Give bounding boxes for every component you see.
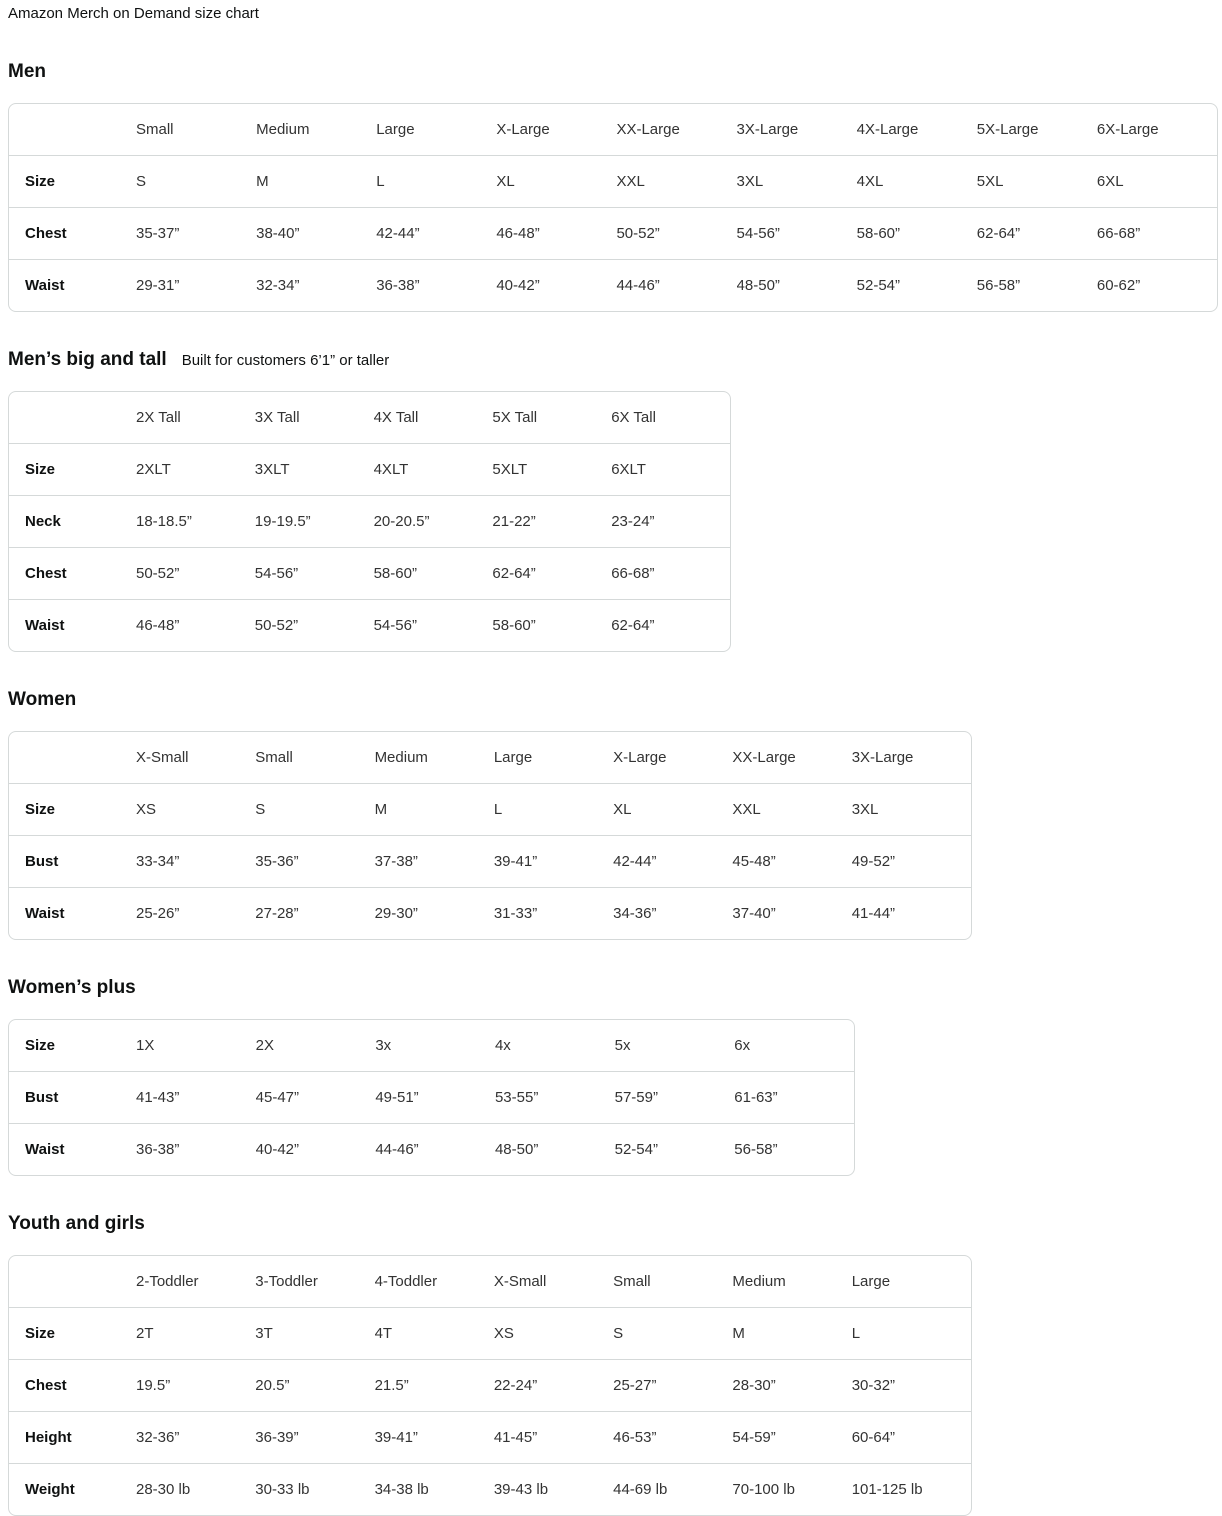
cell: 36-39”: [255, 1412, 374, 1464]
column-header: 6X-Large: [1096, 121, 1159, 138]
big-and-tall-size-table-grid: [9, 392, 730, 651]
table-row: [9, 888, 971, 940]
cell: 41-43”: [136, 1072, 256, 1124]
cell: XL: [496, 156, 616, 208]
heading-title: Women: [8, 689, 77, 710]
cell: 56-58”: [977, 260, 1097, 312]
cell: 60-64”: [852, 1412, 971, 1464]
cell: 23-24”: [611, 496, 730, 548]
cell: 4T: [375, 1308, 494, 1360]
column-header: 3X-Large: [851, 749, 914, 766]
column-header: 6X Tall: [611, 409, 656, 426]
cell: 48-50”: [495, 1124, 615, 1176]
cell: L: [376, 156, 496, 208]
youth-size-table-grid: [9, 1256, 971, 1515]
cell: 36-38”: [136, 1124, 256, 1176]
table-row: [9, 156, 1217, 208]
cell: 22-24”: [494, 1360, 613, 1412]
table-row: [9, 1308, 971, 1360]
row-label: Bust: [9, 1072, 136, 1124]
table-row: [9, 836, 971, 888]
cell: 62-64”: [611, 600, 730, 652]
cell: 6x: [734, 1037, 751, 1054]
cell: 61-63”: [734, 1072, 854, 1124]
womens-plus-size-table-grid: [9, 1020, 854, 1175]
row-label: Chest: [9, 208, 136, 260]
youth-size-table: [8, 1255, 972, 1516]
men-size-table-grid: [9, 104, 1217, 311]
column-header: Large: [493, 749, 533, 766]
row-label: Size: [9, 156, 136, 208]
cell: 25-27”: [613, 1360, 732, 1412]
cell: 44-46”: [616, 260, 736, 312]
cell: 3XLT: [255, 444, 374, 496]
cell: L: [852, 1308, 971, 1360]
cell: 60-62”: [1097, 260, 1217, 312]
cell: 50-52”: [255, 600, 374, 652]
table-row: [9, 1412, 971, 1464]
table-row: [9, 1072, 854, 1124]
table-row: [9, 784, 971, 836]
row-label: Chest: [9, 1360, 136, 1412]
cell: 54-56”: [255, 548, 374, 600]
cell: S: [136, 156, 256, 208]
cell: 4x: [494, 1037, 511, 1054]
corner-cell: [9, 732, 136, 784]
cell: 39-41”: [375, 1412, 494, 1464]
cell: 32-36”: [136, 1412, 255, 1464]
column-header: Small: [613, 1273, 651, 1290]
women-size-table: [8, 731, 972, 940]
column-header: X-Small: [136, 749, 189, 766]
table-row: [9, 548, 730, 600]
column-header: 4-Toddler: [374, 1273, 438, 1290]
cell: 101-125 lb: [852, 1464, 971, 1516]
cell: 21.5”: [375, 1360, 494, 1412]
cell: 37-38”: [375, 836, 494, 888]
row-label: Size: [9, 784, 136, 836]
cell: 2X: [255, 1037, 275, 1054]
cell: 3XL: [737, 156, 857, 208]
column-header: Large: [851, 1273, 891, 1290]
section-heading-men: [8, 61, 1214, 84]
cell: 66-68”: [1097, 208, 1217, 260]
cell: 3x: [375, 1037, 392, 1054]
column-header: 2X Tall: [136, 409, 181, 426]
cell: 32-34”: [256, 260, 376, 312]
cell: 19-19.5”: [255, 496, 374, 548]
column-header: 5X-Large: [976, 121, 1039, 138]
column-header: 3-Toddler: [255, 1273, 318, 1290]
table-row: [9, 1020, 854, 1072]
cell: 58-60”: [857, 208, 977, 260]
table-row: [9, 444, 730, 496]
cell: 52-54”: [857, 260, 977, 312]
column-header: 2-Toddler: [136, 1273, 199, 1290]
column-header: 3X Tall: [254, 409, 300, 426]
column-header: 3X-Large: [736, 121, 799, 138]
table-row: [9, 496, 730, 548]
cell: 5XLT: [492, 444, 611, 496]
table-row: [9, 1124, 854, 1176]
table-row: [9, 208, 1217, 260]
row-label: Size: [9, 1308, 136, 1360]
cell: 19.5”: [136, 1360, 255, 1412]
cell: 34-38 lb: [375, 1464, 494, 1516]
cell: 52-54”: [615, 1124, 735, 1176]
heading-title: Men: [8, 61, 46, 82]
cell: 58-60”: [492, 600, 611, 652]
column-header: X-Large: [613, 749, 667, 766]
cell: 50-52”: [616, 208, 736, 260]
row-label: Height: [9, 1412, 136, 1464]
section-women: [8, 689, 1214, 940]
cell: 41-44”: [852, 888, 971, 940]
cell: 28-30”: [732, 1360, 851, 1412]
row-label: Weight: [9, 1464, 136, 1516]
cell: 49-52”: [852, 836, 971, 888]
heading-title: Men’s big and tall: [8, 349, 167, 370]
cell: 54-56”: [374, 600, 493, 652]
cell: 42-44”: [613, 836, 732, 888]
cell: 36-38”: [376, 260, 496, 312]
table-row: [9, 1464, 971, 1516]
cell: 30-32”: [852, 1360, 971, 1412]
cell: M: [375, 784, 494, 836]
cell: 34-36”: [613, 888, 732, 940]
row-label: Waist: [9, 600, 136, 652]
cell: S: [255, 784, 374, 836]
column-header: 4X Tall: [373, 409, 419, 426]
cell: 39-43 lb: [494, 1464, 613, 1516]
header-row: [9, 104, 1217, 156]
cell: XXL: [732, 784, 851, 836]
column-header: X-Small: [493, 1273, 547, 1290]
cell: 39-41”: [494, 836, 613, 888]
cell: 58-60”: [374, 548, 493, 600]
corner-cell: [9, 392, 136, 444]
cell: 53-55”: [495, 1072, 615, 1124]
cell: 45-47”: [256, 1072, 376, 1124]
header-row: [9, 732, 971, 784]
header-row: [9, 1256, 971, 1308]
cell: S: [613, 1308, 732, 1360]
cell: 35-36”: [255, 836, 374, 888]
men-size-table: [8, 103, 1218, 312]
cell: 6XL: [1097, 156, 1217, 208]
cell: 40-42”: [496, 260, 616, 312]
cell: 62-64”: [492, 548, 611, 600]
cell: 4XL: [857, 156, 977, 208]
cell: 1X: [136, 1037, 155, 1054]
cell: 37-40”: [732, 888, 851, 940]
cell: 25-26”: [136, 888, 255, 940]
cell: 33-34”: [136, 836, 255, 888]
row-label: Bust: [9, 836, 136, 888]
cell: 54-56”: [737, 208, 857, 260]
cell: 18-18.5”: [136, 496, 255, 548]
cell: 44-69 lb: [613, 1464, 732, 1516]
cell: 3T: [255, 1308, 374, 1360]
section-heading-womens-plus: [8, 977, 1214, 1000]
cell: XS: [136, 784, 255, 836]
cell: 38-40”: [256, 208, 376, 260]
cell: 29-31”: [136, 260, 256, 312]
section-heading-youth: [8, 1213, 1214, 1236]
row-label: Size: [25, 1037, 56, 1054]
column-header: Small: [255, 749, 293, 766]
column-header: Medium: [732, 1273, 786, 1290]
section-heading-women: [8, 689, 1214, 712]
cell: 70-100 lb: [732, 1464, 851, 1516]
section-mens-big-and-tall: [8, 349, 1214, 652]
cell: XXL: [616, 156, 736, 208]
heading-subtitle: Built for customers 6’1” or taller: [181, 352, 390, 369]
cell: 57-59”: [615, 1072, 735, 1124]
section-heading-big-and-tall: [8, 349, 1214, 372]
column-header: Small: [136, 121, 174, 138]
cell: 30-33 lb: [255, 1464, 374, 1516]
cell: 46-48”: [496, 208, 616, 260]
column-header: X-Large: [496, 121, 550, 138]
big-and-tall-size-table: [8, 391, 731, 652]
cell: 4XLT: [374, 444, 493, 496]
cell: 40-42”: [256, 1124, 376, 1176]
cell: 66-68”: [611, 548, 730, 600]
cell: 42-44”: [376, 208, 496, 260]
cell: 6XLT: [611, 444, 730, 496]
column-header: Medium: [374, 749, 428, 766]
row-label: Size: [9, 444, 136, 496]
cell: 41-45”: [494, 1412, 613, 1464]
cell: 35-37”: [136, 208, 256, 260]
cell: 48-50”: [737, 260, 857, 312]
cell: M: [256, 156, 376, 208]
cell: XS: [494, 1308, 613, 1360]
cell: 21-22”: [492, 496, 611, 548]
column-header: XX-Large: [732, 749, 796, 766]
column-header: XX-Large: [616, 121, 680, 138]
cell: XL: [613, 784, 732, 836]
corner-cell: [9, 1256, 136, 1308]
cell: 2T: [136, 1308, 255, 1360]
section-youth-and-girls: [8, 1213, 1214, 1516]
cell: 54-59”: [732, 1412, 851, 1464]
row-label: Waist: [9, 1124, 136, 1176]
table-row: [9, 260, 1217, 312]
cell: 27-28”: [255, 888, 374, 940]
cell: 46-53”: [613, 1412, 732, 1464]
table-row: [9, 600, 730, 652]
cell: 50-52”: [136, 548, 255, 600]
section-men: [8, 61, 1214, 312]
cell: 62-64”: [977, 208, 1097, 260]
heading-title: Youth and girls: [8, 1213, 145, 1234]
cell: 46-48”: [136, 600, 255, 652]
women-size-table-grid: [9, 732, 971, 939]
cell: 29-30”: [375, 888, 494, 940]
column-header: Large: [376, 121, 415, 138]
cell: L: [494, 784, 613, 836]
womens-plus-size-table: [8, 1019, 855, 1176]
heading-title: Women’s plus: [8, 977, 136, 998]
page-title: Amazon Merch on Demand size chart: [8, 5, 259, 22]
row-label: Waist: [9, 260, 136, 312]
column-header: 4X-Large: [856, 121, 919, 138]
cell: 49-51”: [375, 1072, 495, 1124]
cell: M: [732, 1308, 851, 1360]
row-label: Chest: [9, 548, 136, 600]
cell: 56-58”: [734, 1124, 854, 1176]
column-header: 5X Tall: [492, 409, 538, 426]
cell: 44-46”: [375, 1124, 495, 1176]
cell: 20.5”: [255, 1360, 374, 1412]
cell: 20-20.5”: [374, 496, 493, 548]
header-row: [9, 392, 730, 444]
cell: 5x: [614, 1037, 631, 1054]
cell: 3XL: [852, 784, 971, 836]
cell: 28-30 lb: [136, 1464, 255, 1516]
section-womens-plus: [8, 977, 1214, 1176]
corner-cell: [9, 104, 136, 156]
row-label: Waist: [9, 888, 136, 940]
column-header: Medium: [256, 121, 310, 138]
cell: 45-48”: [732, 836, 851, 888]
row-label: Neck: [9, 496, 136, 548]
table-row: [9, 1360, 971, 1412]
cell: 2XLT: [136, 444, 255, 496]
cell: 5XL: [977, 156, 1097, 208]
cell: 31-33”: [494, 888, 613, 940]
